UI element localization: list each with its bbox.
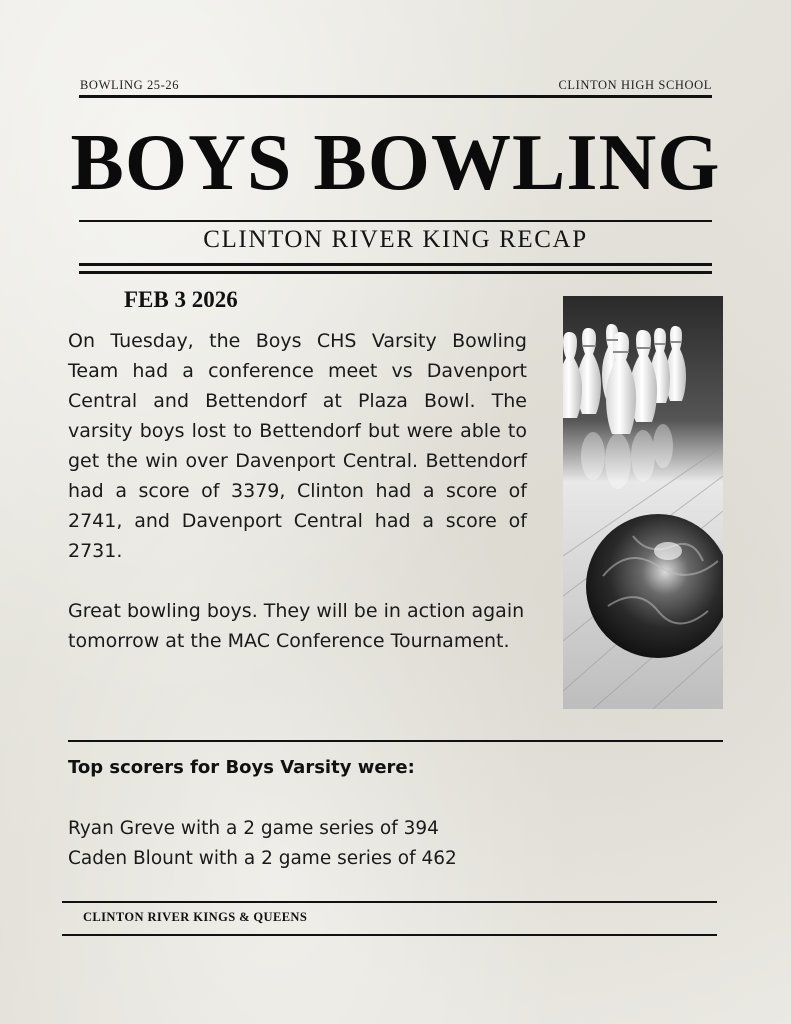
page-subtitle: CLINTON RIVER KING RECAP — [203, 226, 588, 253]
footer-rule-top — [62, 901, 717, 903]
footer-rule-bottom — [62, 934, 717, 936]
footer-label: CLINTON RIVER KINGS & QUEENS — [83, 910, 308, 924]
top-rule — [79, 95, 712, 98]
article-paragraph-2: Great bowling boys. They will be in action again tomorrow at the MAC Conference Tournament. — [68, 600, 525, 652]
school-label: CLINTON HIGH SCHOOL — [558, 78, 712, 92]
season-label: BOWLING 25-26 — [80, 78, 180, 92]
scorer-line: Ryan Greve with a 2 game series of 394 — [68, 818, 439, 839]
section-divider — [68, 740, 723, 742]
article-body — [68, 326, 527, 656]
article-paragraph-1: On Tuesday, the Boys CHS Varsity Bowling Team had a conference meet vs Davenport Central and Bettendorf at Plaza Bowl. The varsity boys lost to Bettendorf but were able to get the win over Davenport Central. Bettendorf had a score of 3379, Clinton had a score of 2741, and Davenport Central had a score of 2731. — [68, 330, 527, 562]
article-date: FEB 3 2026 — [124, 287, 238, 312]
page-title: BOYS BOWLING — [70, 119, 721, 207]
masthead-rule — [79, 220, 712, 222]
subtitle-rule-bottom — [79, 271, 712, 274]
scorers-heading: Top scorers for Boys Varsity were: — [68, 757, 415, 778]
bowling-photo — [563, 296, 723, 709]
scorer-line: Caden Blount with a 2 game series of 462 — [68, 848, 457, 869]
subtitle-rule-top — [79, 263, 712, 266]
